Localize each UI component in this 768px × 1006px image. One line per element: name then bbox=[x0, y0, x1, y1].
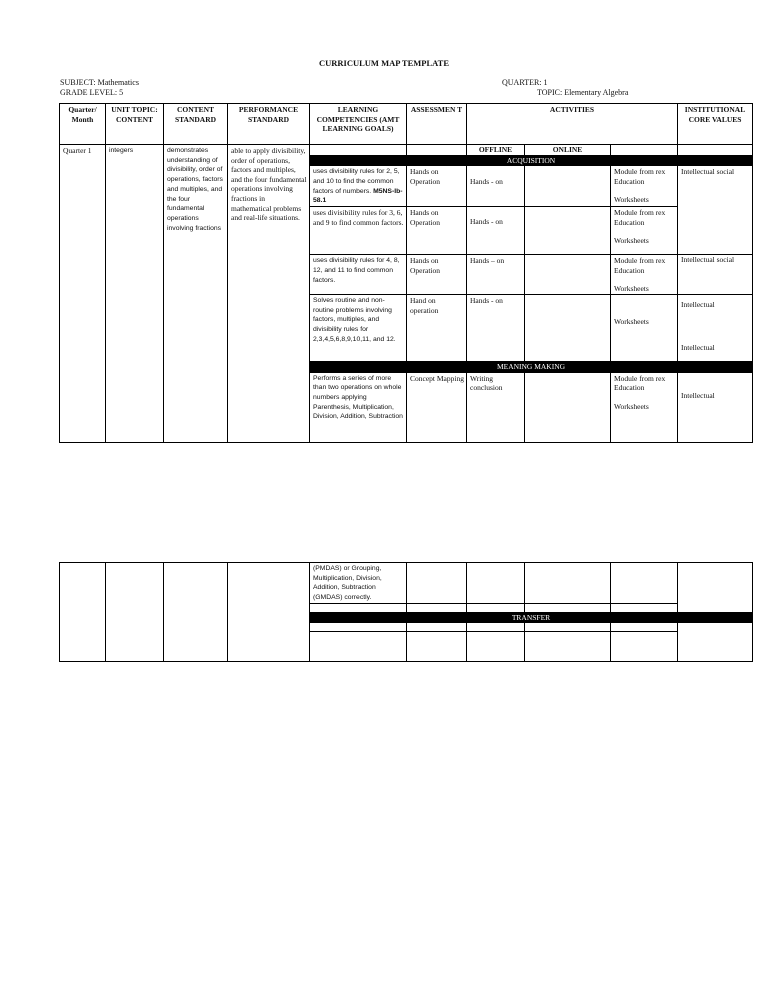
header-unit-topic: UNIT TOPIC: CONTENT bbox=[106, 104, 164, 145]
header-core-values: INSTITUTIONAL CORE VALUES bbox=[678, 104, 753, 145]
unit-topic-cell: integers bbox=[106, 145, 164, 443]
continuation-row bbox=[60, 563, 753, 604]
assessment-cell: Hand on operation bbox=[407, 294, 467, 361]
blank-cell bbox=[678, 145, 753, 156]
resources-cell: Module from rex Education Worksheets bbox=[611, 372, 678, 442]
blank-cell bbox=[310, 623, 407, 632]
blank-cell bbox=[407, 563, 467, 604]
resources-cell: Module from rex Education Worksheets bbox=[611, 255, 678, 295]
blank-cell bbox=[525, 603, 611, 612]
blank-cell bbox=[407, 623, 467, 632]
competency-text: Performs a series of more than two operations on whole numbers applying Parenthesis, Multiplication, Division, Addition, Subtraction bbox=[310, 372, 407, 442]
blank-cell bbox=[611, 145, 678, 156]
core-values-cell: Intellectual social bbox=[678, 255, 753, 295]
header-performance-standard: PERFORMANCE STANDARD bbox=[228, 104, 310, 145]
offline-activity-cell: Writing conclusion bbox=[467, 372, 525, 442]
header-content-standard: CONTENT STANDARD bbox=[164, 104, 228, 145]
blank-cell bbox=[164, 563, 228, 662]
content-standard-cell: demonstrates understanding of divisibility, order of operations, factors and multiples, and the four fundamental operations involving fractions bbox=[164, 145, 228, 443]
blank-cell bbox=[60, 563, 106, 662]
header-row bbox=[60, 104, 753, 145]
blank-cell bbox=[467, 623, 525, 632]
online-activity-cell bbox=[525, 372, 611, 442]
acquisition-bar: ACQUISITION bbox=[310, 155, 753, 166]
offline-activity-cell: Hands – on bbox=[467, 255, 525, 295]
blank-cell bbox=[467, 603, 525, 612]
blank-cell bbox=[525, 632, 611, 662]
header-quarter-month: Quarter/ Month bbox=[60, 104, 106, 145]
blank-cell bbox=[310, 145, 407, 156]
continuation-table bbox=[59, 562, 753, 662]
assessment-cell: Concept Mapping bbox=[407, 372, 467, 442]
blank-cell bbox=[407, 632, 467, 662]
blank-cell bbox=[678, 623, 753, 662]
meaning-making-bar: MEANING MAKING bbox=[310, 361, 753, 372]
blank-cell bbox=[525, 563, 611, 604]
online-activity-cell bbox=[525, 166, 611, 207]
performance-standard-cell: able to apply divisibility, order of operations, factors and multiples, and the four fundamental operations involving fractions in mathematical problems and real-life situations. bbox=[228, 145, 310, 443]
blank-cell bbox=[228, 563, 310, 662]
header-activities: ACTIVITIES bbox=[467, 104, 678, 145]
offline-activity-cell: Hands - on bbox=[467, 294, 525, 361]
spacer-cell bbox=[310, 442, 753, 443]
blank-cell bbox=[611, 603, 678, 612]
topic-label: TOPIC: Elementary Algebra bbox=[537, 88, 629, 97]
grade-level-label: GRADE LEVEL: 5 bbox=[60, 88, 124, 97]
transfer-bar: TRANSFER bbox=[310, 612, 753, 623]
blank-cell bbox=[467, 632, 525, 662]
assessment-cell: Hands on Operation bbox=[407, 207, 467, 255]
curriculum-map-table bbox=[59, 103, 753, 443]
competency-text: uses divisibility rules for 4, 8, 12, and 11 to find common factors. bbox=[310, 255, 407, 295]
core-values-cell: Intellectual social bbox=[678, 166, 753, 255]
blank-cell bbox=[611, 623, 678, 632]
subheader-offline: OFFLINE bbox=[467, 145, 525, 156]
competency-continuation-text: (PMDAS) or Grouping, Multiplication, Division, Addition, Subtraction (GMDAS) correctly. bbox=[310, 563, 407, 604]
resources-cell: Module from rex Education Worksheets bbox=[611, 207, 678, 255]
header-assessment: ASSESSMEN T bbox=[407, 104, 467, 145]
resources-cell: Worksheets bbox=[611, 294, 678, 361]
blank-cell bbox=[310, 632, 407, 662]
assessment-cell: Hands on Operation bbox=[407, 166, 467, 207]
blank-cell bbox=[310, 603, 407, 612]
resources-cell: Module from rex Education Worksheets bbox=[611, 166, 678, 207]
blank-cell bbox=[106, 563, 164, 662]
blank-cell bbox=[611, 632, 678, 662]
competency-code: M5NS-Ib-58.1 bbox=[313, 187, 403, 205]
blank-cell bbox=[611, 563, 678, 604]
header-learning-competencies: LEARNING COMPETENCIES (AMT LEARNING GOALS) bbox=[310, 104, 407, 145]
subheader-online: ONLINE bbox=[525, 145, 611, 156]
competency-text: Solves routine and non-routine problems involving factors, multiples, and divisibility rules for 2,3,4,5,6,8,9,10,11, and 12. bbox=[310, 294, 407, 361]
blank-cell bbox=[678, 563, 753, 613]
competency-text: uses divisibility rules for 2, 5, and 10 to find the common factors of numbers. M5NS-Ib-58.1 bbox=[310, 166, 407, 207]
blank-cell bbox=[467, 563, 525, 604]
quarter-label: QUARTER: 1 bbox=[502, 78, 548, 87]
assessment-cell: Hands on Operation bbox=[407, 255, 467, 295]
blank-cell bbox=[407, 145, 467, 156]
core-values-cell: Intellectual Intellectual bbox=[678, 294, 753, 361]
offline-activity-cell: Hands - on bbox=[467, 207, 525, 255]
online-activity-cell bbox=[525, 255, 611, 295]
blank-cell bbox=[525, 623, 611, 632]
subject-label: SUBJECT: Mathematics bbox=[60, 78, 139, 87]
core-values-cell: Intellectual bbox=[678, 372, 753, 442]
competency-text: uses divisibility rules for 3, 6, and 9 to find common factors. bbox=[310, 207, 407, 255]
blank-cell bbox=[407, 603, 467, 612]
offline-activity-cell: Hands - on bbox=[467, 166, 525, 207]
online-activity-cell bbox=[525, 294, 611, 361]
quarter-cell: Quarter 1 bbox=[60, 145, 106, 443]
online-activity-cell bbox=[525, 207, 611, 255]
document-title: CURRICULUM MAP TEMPLATE bbox=[318, 58, 450, 68]
